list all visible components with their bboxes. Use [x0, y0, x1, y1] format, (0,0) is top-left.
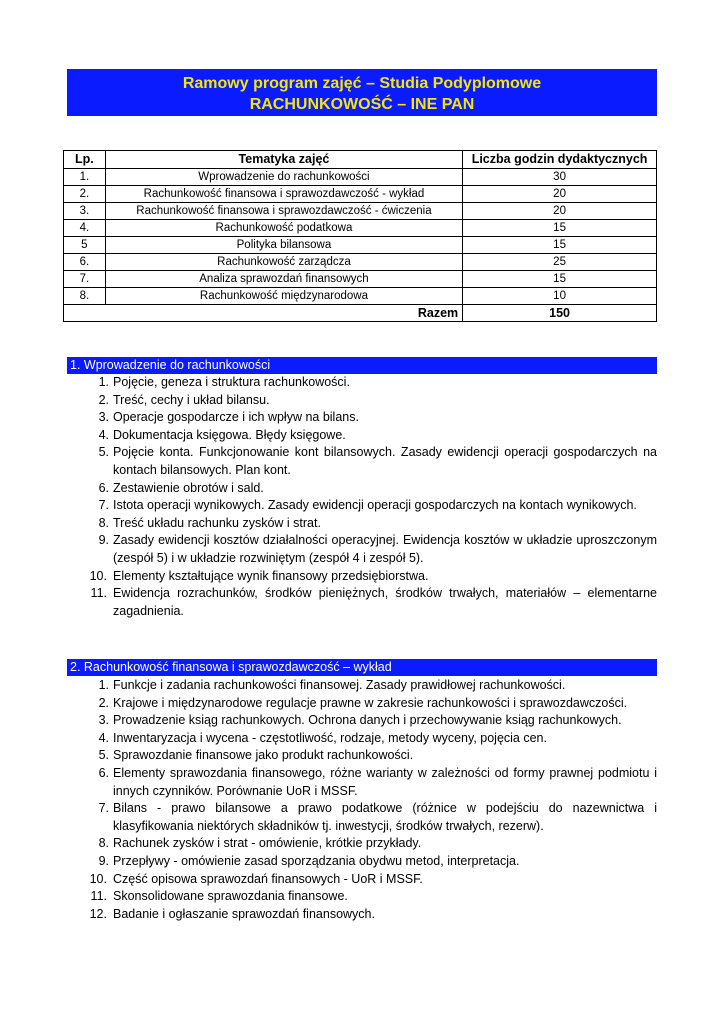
row-topic: Analiza sprawozdań finansowych: [105, 271, 462, 288]
list-item-number: 9.: [98, 533, 109, 548]
list-item-number: 7.: [98, 498, 109, 513]
list-item: [67, 497, 657, 515]
total-empty-cell: [64, 305, 106, 322]
list-item-text: Rachunek zysków i strat - omówienie, krótkie przykłady.: [113, 836, 422, 851]
list-item-text: Treść układu rachunku zysków i strat.: [113, 515, 321, 530]
list-item: [67, 515, 657, 533]
header-topic: Tematyka zajęć: [105, 151, 462, 169]
list-item: [67, 712, 657, 730]
list-item: [67, 853, 657, 871]
list-item: [67, 585, 657, 620]
list-item-text: Pojęcie konta. Funkcjonowanie kont bilansowych. Zasady ewidencji operacji gospodarczych na kontach bilansowych. Plan kont.: [113, 445, 657, 477]
table-row: [64, 220, 657, 237]
list-item: [67, 888, 657, 906]
row-hours: 25: [463, 254, 657, 271]
table-row: [64, 169, 657, 186]
row-lp: 1.: [64, 169, 106, 186]
row-lp: 3.: [64, 203, 106, 220]
list-item-number: 4.: [98, 427, 109, 442]
list-item: [67, 835, 657, 853]
list-item-text: Krajowe i międzynarodowe regulacje prawne w zakresie rachunkowości i sprawozdawczości.: [113, 695, 628, 710]
list-item: [67, 800, 657, 835]
table-row: [64, 254, 657, 271]
row-lp: 7.: [64, 271, 106, 288]
list-item-text: Prowadzenie ksiąg rachunkowych. Ochrona danych i przechowywanie ksiąg rachunkowych.: [113, 713, 622, 728]
row-topic: Rachunkowość podatkowa: [105, 220, 462, 237]
header-lp: Lp.: [64, 151, 106, 169]
table-row: [64, 203, 657, 220]
list-item-text: Zestawienie obrotów i sald.: [113, 480, 264, 495]
list-item-number: 10.: [89, 871, 107, 886]
table-header-row: [64, 151, 657, 169]
list-item-number: 8.: [98, 836, 109, 851]
row-hours: 15: [463, 220, 657, 237]
list-item-text: Przepływy - omówienie zasad sporządzania obydwu metod, interpretacja.: [113, 853, 520, 868]
table-row: [64, 271, 657, 288]
row-topic: Rachunkowość zarządcza: [105, 254, 462, 271]
list-item-number: 3.: [98, 713, 109, 728]
section-2-list: [67, 677, 657, 923]
list-item: [67, 480, 657, 498]
list-item: [67, 392, 657, 410]
list-item-text: Operacje gospodarcze i ich wpływ na bilans.: [113, 410, 359, 425]
list-item-text: Zasady ewidencji kosztów działalności operacyjnej. Ewidencja kosztów w układzie uproszczonym (zespół 5) i w układzie rozwiniętym (zespół 4 i zespół 5).: [113, 533, 657, 565]
list-item-text: Elementy kształtujące wynik finansowy przedsiębiorstwa.: [113, 568, 429, 583]
list-item-text: Sprawozdanie finansowe jako produkt rachunkowości.: [113, 748, 414, 763]
list-item-text: Bilans - prawo bilansowe a prawo podatkowe (różnice w podejściu do nazewnictwa i klasyfikowania niektórych składników tj. inwestycji, środków trwałych, rezerw).: [113, 801, 657, 833]
list-item-text: Dokumentacja księgowa. Błędy księgowe.: [113, 427, 346, 442]
section-1-heading: 1. Wprowadzenie do rachunkowości: [67, 357, 657, 374]
list-item-number: 10.: [89, 568, 107, 583]
list-item-number: 6.: [98, 765, 109, 780]
row-hours: 20: [463, 203, 657, 220]
list-item-number: 9.: [98, 853, 109, 868]
table-row: [64, 288, 657, 305]
list-item-text: Pojęcie, geneza i struktura rachunkowości.: [113, 375, 350, 389]
row-lp: 2.: [64, 186, 106, 203]
list-item: [67, 765, 657, 800]
list-item-number: 6.: [98, 480, 109, 495]
table-row: [64, 186, 657, 203]
title-line-1: Ramowy program zajęć – Studia Podyplomowe: [182, 75, 542, 92]
total-label: Razem: [105, 305, 462, 322]
list-item-text: Ewidencja rozrachunków, środków pieniężnych, środków trwałych, materiałów – elementarne zagadnienia.: [113, 586, 657, 618]
header-hours: Liczba godzin dydaktycznych: [463, 151, 657, 169]
row-lp: 4.: [64, 220, 106, 237]
list-item-text: Badanie i ogłaszanie sprawozdań finansowych.: [113, 906, 375, 921]
list-item: [67, 906, 657, 924]
row-topic: Wprowadzenie do rachunkowości: [105, 169, 462, 186]
list-item-number: 11.: [90, 889, 107, 904]
table-row: [64, 237, 657, 254]
list-item-text: Część opisowa sprawozdań finansowych - UoR i MSSF.: [113, 871, 423, 886]
list-item-number: 12.: [89, 906, 107, 921]
section-1-list: [67, 374, 657, 620]
list-item: [67, 427, 657, 445]
list-item-number: 2.: [98, 392, 109, 407]
list-item-number: 1.: [98, 678, 109, 692]
row-hours: 30: [463, 169, 657, 186]
list-item-number: 5.: [98, 748, 109, 763]
list-item-number: 4.: [98, 730, 109, 745]
list-item: [67, 747, 657, 765]
list-item: [67, 695, 657, 713]
row-topic: Rachunkowość międzynarodowa: [105, 288, 462, 305]
list-item-text: Funkcje i zadania rachunkowości finansowej. Zasady prawidłowej rachunkowości.: [113, 678, 566, 692]
list-item-number: 1.: [98, 375, 109, 389]
row-lp: 6.: [64, 254, 106, 271]
list-item-text: Istota operacji wynikowych. Zasady ewidencji operacji gospodarczych na kontach wynikowych.: [113, 498, 637, 513]
row-hours: 10: [463, 288, 657, 305]
list-item-number: 8.: [98, 515, 109, 530]
row-hours: 15: [463, 271, 657, 288]
list-item: [67, 374, 657, 392]
row-lp: 8.: [64, 288, 106, 305]
hours-table: [63, 150, 657, 322]
list-item: [67, 568, 657, 586]
section-2-heading: 2. Rachunkowość finansowa i sprawozdawczość – wykład: [67, 659, 657, 676]
list-item: [67, 677, 657, 695]
list-item: [67, 532, 657, 567]
list-item: [67, 409, 657, 427]
list-item-number: 11.: [90, 586, 107, 601]
list-item-text: Skonsolidowane sprawozdania finansowe.: [113, 889, 348, 904]
list-item-text: Treść, cechy i układ bilansu.: [113, 392, 270, 407]
row-lp: 5: [64, 237, 106, 254]
list-item: [67, 730, 657, 748]
list-item-number: 2.: [98, 695, 109, 710]
title-line-2: RACHUNKOWOŚĆ – INE PAN: [249, 96, 475, 113]
total-row: [64, 305, 657, 322]
list-item-number: 7.: [98, 801, 109, 816]
total-value: 150: [463, 305, 657, 322]
list-item: [67, 871, 657, 889]
list-item-number: 5.: [98, 445, 109, 460]
list-item-number: 3.: [98, 410, 109, 425]
row-hours: 20: [463, 186, 657, 203]
row-hours: 15: [463, 237, 657, 254]
row-topic: Rachunkowość finansowa i sprawozdawczość - wykład: [105, 186, 462, 203]
document-title: [67, 69, 657, 116]
row-topic: Polityka bilansowa: [105, 237, 462, 254]
list-item: [67, 444, 657, 479]
row-topic: Rachunkowość finansowa i sprawozdawczość - ćwiczenia: [105, 203, 462, 220]
list-item-text: Elementy sprawozdania finansowego, różne warianty w zależności od formy prawnej podmiotu i innych czynników. Porównanie UoR i MSSF.: [113, 765, 657, 798]
list-item-text: Inwentaryzacja i wycena - częstotliwość, rodzaje, metody wyceny, pojęcia cen.: [113, 730, 547, 745]
